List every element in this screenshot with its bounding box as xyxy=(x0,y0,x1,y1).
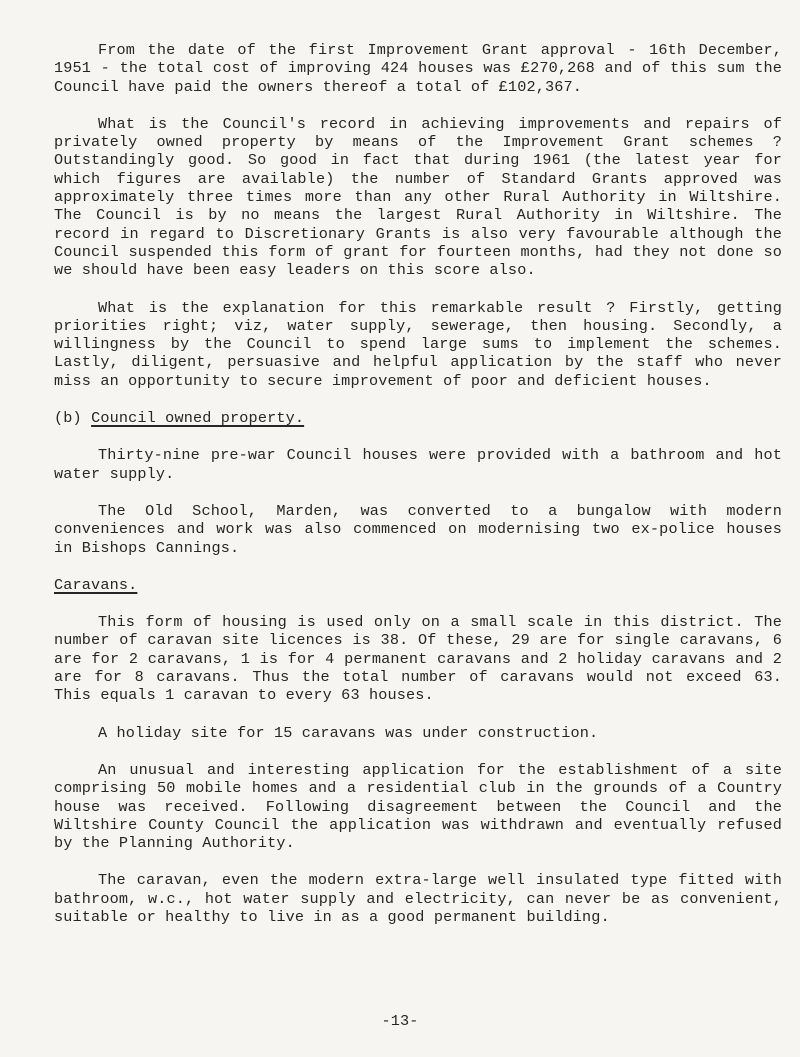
paragraph-caravan-licences: This form of housing is used only on a small scale in this district. The number of caravan site licences is 38. Of these, 29 are for single caravans, 6 are for 2 caravans, 1 is for 4 permanent caravans and 2 holiday caravans and 2 are for 8 caravans. Thus the total number of caravans would not exceed 63. This equals 1 caravan to every 63 houses. xyxy=(54,613,782,705)
document-page xyxy=(54,14,782,926)
heading-text: Council owned property. xyxy=(91,409,305,428)
heading-prefix: (b) xyxy=(54,409,92,428)
paragraph-council-record: What is the Council's record in achieving improvements and repairs of privately owned property by means of the Improvement Grant schemes ? Outstandingly good. So good in fact that during 1961 (the latest year for which figures are available) the number of Standard Grants approved was approximately three times more than any other Rural Authority in Wiltshire. The Council is by no means the largest Rural Authority in Wiltshire. The record in regard to Discretionary Grants is also very favourable although the Council suspended this form of grant for fourteen months, had they not done so we should have been easy leaders on this score also. xyxy=(54,114,782,280)
paragraph-explanation: What is the explanation for this remarkable result ? Firstly, getting priorities right; viz, water supply, sewerage, then housing. Secondly, a willingness by the Council to spend large sums to implement the schemes. Lastly, diligent, persuasive and helpful application by the staff who never miss an opportunity to secure improvement of poor and deficient houses. xyxy=(54,298,782,390)
page-number: -13- xyxy=(381,1012,419,1030)
paragraph-prewar-houses: Thirty-nine pre-war Council houses were provided with a bathroom and hot water supply. xyxy=(54,446,782,483)
paragraph-mobile-homes-application: An unusual and interesting application for the establishment of a site comprising 50 mobile homes and a residential club in the grounds of a Country house was received. Following disagreement between the Council and the Wiltshire County Council the application was withdrawn and eventually refused by the Planning Authority. xyxy=(54,760,782,853)
council-owned-property-heading xyxy=(54,409,782,427)
paragraph-holiday-site: A holiday site for 15 caravans was under construction. xyxy=(98,723,599,742)
paragraph-improvement-grant-totals: From the date of the first Improvement Grant approval - 16th December, 1951 - the total cost of improving 424 houses was £270,268 and of this sum the Council have paid the owners thereof a total of £102,367. xyxy=(54,41,782,96)
paragraph-old-school: The Old School, Marden, was converted to a bungalow with modern conveniences and work was also commenced on modernising two ex-police houses in Bishops Cannings. xyxy=(54,501,782,557)
caravans-heading: Caravans. xyxy=(54,575,138,594)
paragraph-caravan-suitability: The caravan, even the modern extra-large well insulated type fitted with bathroom, w.c., hot water supply and electricity, can never be as convenient, suitable or healthy to live in as a good permanent building. xyxy=(54,871,782,926)
